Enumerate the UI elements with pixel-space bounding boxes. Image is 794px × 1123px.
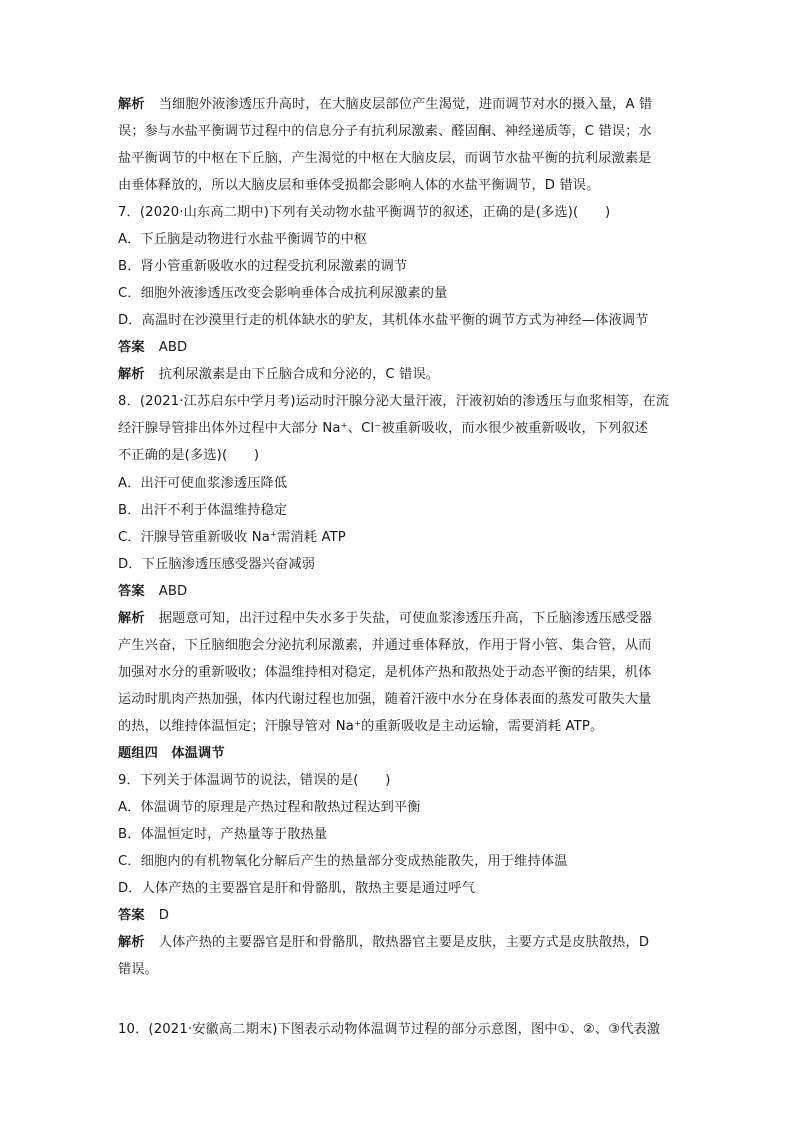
q8-analysis-line: 的热，以维持体温恒定；汗腺导管对 Na⁺的重新吸收是主动运输，需要消耗 ATP。 xyxy=(118,719,604,734)
q8-option-b: B．出汗不利于体温维持稳定 xyxy=(118,503,288,518)
q8-option-d: D．下丘脑渗透压感受器兴奋减弱 xyxy=(118,557,316,572)
question-8-stem-line: 8．(2021·江苏启东中学月考)运动时汗腺分泌大量汗液，汗液初始的渗透压与血浆相等，在流 xyxy=(118,394,670,409)
q9-option-b: B．体温恒定时，产热量等于散热量 xyxy=(118,827,328,842)
q7-answer: 答案 ABD xyxy=(118,340,188,355)
q8-analysis-line: 解析 据题意可知，出汗过程中失水多于失盐，可使血浆渗透压升高，下丘脑渗透压感受器 xyxy=(118,611,653,626)
analysis-label: 解析 xyxy=(118,97,145,112)
question-7-stem: 7．(2020·山东高二期中)下列有关动物水盐平衡调节的叙述，正确的是(多选)( ) xyxy=(118,205,611,220)
q7-option-a: A．下丘脑是动物进行水盐平衡调节的中枢 xyxy=(118,232,368,247)
q7-option-d: D．高温时在沙漠里行走的机体缺水的驴友，其机体水盐平衡的调节方式为神经—体液调节 xyxy=(118,313,649,328)
answer-label: 答案 xyxy=(118,340,145,355)
question-8-stem-line: 经汗腺导管排出体外过程中大部分 Na⁺、Cl⁻被重新吸收，而水很少被重新吸收，下列叙述 xyxy=(118,421,649,436)
q8-option-a: A．出汗可使血浆渗透压降低 xyxy=(118,476,288,491)
q9-option-d: D．人体产热的主要器官是肝和骨骼肌，散热主要是通过呼气 xyxy=(118,881,476,896)
q9-option-a: A．体温调节的原理是产热过程和散热过程达到平衡 xyxy=(118,800,421,815)
q7-option-c: C．细胞外液渗透压改变会影响垂体合成抗利尿激素的量 xyxy=(118,286,448,301)
analysis-label: 解析 xyxy=(118,611,145,626)
question-8-stem-line: 不正确的是(多选)( ) xyxy=(118,448,260,463)
group-4-heading: 题组四 体温调节 xyxy=(118,746,225,761)
q8-analysis-line: 产生兴奋，下丘脑细胞会分泌抗利尿激素，并通过垂体释放，作用于肾小管、集合管，从而 xyxy=(118,638,652,653)
q8-answer: 答案 ABD xyxy=(118,584,188,599)
q9-answer: 答案 D xyxy=(118,908,169,923)
question-10-stem: 10．(2021·安徽高二期末)下图表示动物体温调节过程的部分示意图，图中①、②、③代表激 xyxy=(118,1022,661,1037)
analysis-label: 解析 xyxy=(118,367,145,382)
q9-option-c: C．细胞内的有机物氧化分解后产生的热量部分变成热能散失，用于维持体温 xyxy=(118,854,568,869)
question-9-stem: 9．下列关于体温调节的说法，错误的是( ) xyxy=(118,773,391,788)
q9-analysis-line: 解析 人体产热的主要器官是肝和骨骼肌，散热器官主要是皮肤，主要方式是皮肤散热，D xyxy=(118,935,650,950)
q8-option-c: C．汗腺导管重新吸收 Na⁺需消耗 ATP xyxy=(118,530,346,545)
analysis-line: 盐平衡调节的中枢在下丘脑，产生渴觉的中枢在大脑皮层，而调节水盐平衡的抗利尿激素是 xyxy=(118,151,652,166)
analysis-line: 误；参与水盐平衡调节过程中的信息分子有抗利尿激素、醛固酮、神经递质等，C 错误；水 xyxy=(118,124,652,139)
analysis-line: 解析 当细胞外液渗透压升高时，在大脑皮层部位产生渴觉，进而调节对水的摄入量，A 错 xyxy=(118,97,653,112)
answer-label: 答案 xyxy=(118,908,145,923)
q7-option-b: B．肾小管重新吸收水的过程受抗利尿激素的调节 xyxy=(118,259,408,274)
answer-label: 答案 xyxy=(118,584,145,599)
analysis-line: 由垂体释放的，所以大脑皮层和垂体受损都会影响人体的水盐平衡调节，D 错误。 xyxy=(118,178,600,193)
q9-analysis-line: 错误。 xyxy=(118,962,159,977)
q7-analysis: 解析 抗利尿激素是由下丘脑合成和分泌的，C 错误。 xyxy=(118,367,440,382)
q8-analysis-line: 加强对水分的重新吸收；体温维持相对稳定，是机体产热和散热处于动态平衡的结果，机体 xyxy=(118,665,652,680)
analysis-label: 解析 xyxy=(118,935,145,950)
q8-analysis-line: 运动时肌肉产热加强，体内代谢过程也加强，随着汗液中水分在身体表面的蒸发可散失大量 xyxy=(118,692,652,707)
